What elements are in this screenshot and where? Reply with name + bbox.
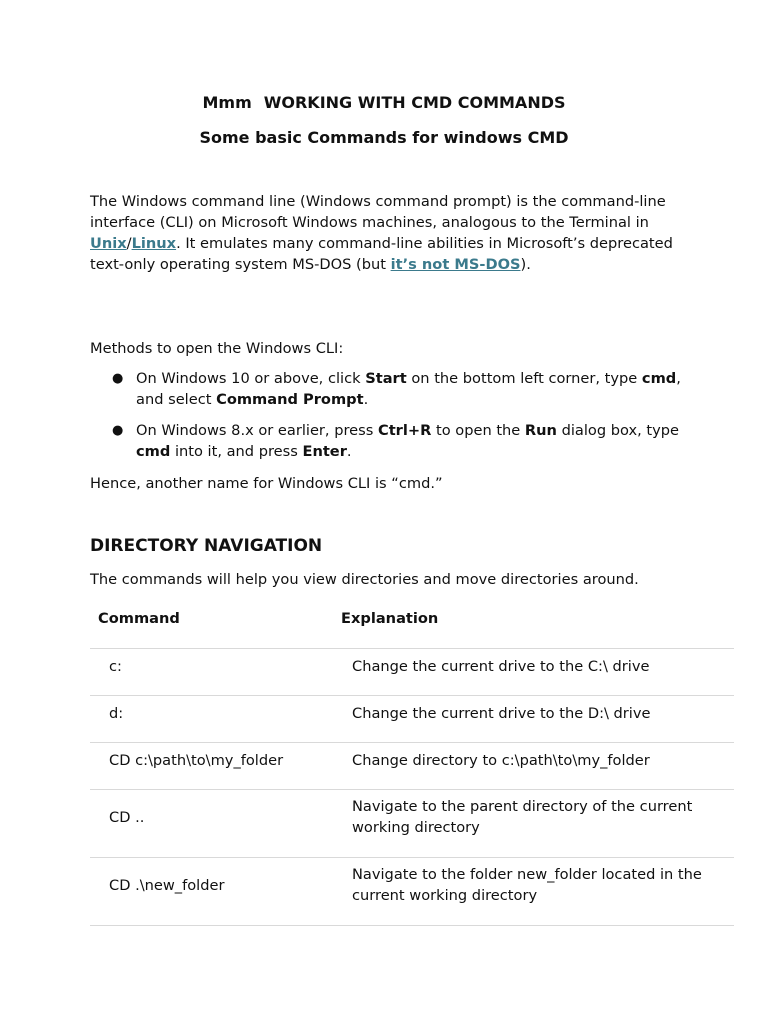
bullet-bold: Start	[365, 370, 407, 387]
hence-paragraph: Hence, another name for Windows CLI is “cmd.”	[90, 475, 443, 492]
explanation-cell: Change directory to c:\path\to\my_folder	[352, 752, 650, 769]
explanation-cell: Navigate to the folder new_folder located in the current working directory	[352, 866, 702, 904]
intro-text-2: . It emulates many command-line abilities in Microsoft’s deprecated text-only operating system MS-DOS (but	[90, 235, 673, 273]
commands-table	[90, 600, 734, 926]
unix-link[interactable]: Unix	[90, 235, 127, 252]
title-main: WORKING WITH CMD COMMANDS	[263, 93, 566, 112]
bullet-icon: ●	[112, 423, 124, 438]
page-title	[0, 93, 768, 113]
linux-link[interactable]: Linux	[131, 235, 177, 252]
bullet-text: , and select	[136, 370, 681, 408]
table-row	[90, 858, 734, 926]
section-description: The commands will help you view directories and move directories around.	[90, 571, 639, 588]
table-row	[90, 649, 734, 696]
bullet-bold: Enter	[302, 443, 347, 460]
explanation-cell: Change the current drive to the C:\ drive	[352, 658, 650, 675]
page-subtitle: Some basic Commands for windows CMD	[199, 128, 569, 147]
methods-heading: Methods to open the Windows CLI:	[90, 340, 344, 357]
bullet-text: On Windows 8.x or earlier, press	[136, 422, 378, 439]
command-cell: d:	[109, 705, 124, 722]
intro-paragraph	[90, 191, 690, 275]
explanation-cell: Navigate to the parent directory of the current working directory	[352, 798, 693, 836]
column-header-explanation: Explanation	[341, 610, 439, 627]
table-header	[90, 600, 734, 649]
table-row	[90, 743, 734, 790]
command-cell: CD ..	[109, 809, 145, 826]
list-item	[90, 420, 690, 462]
bullet-bold: Run	[524, 422, 557, 439]
bullet-bold: Command Prompt	[216, 391, 364, 408]
command-cell: c:	[109, 658, 122, 675]
intro-text-3: ).	[520, 256, 531, 273]
bullet-text: On Windows 10 or above, click	[136, 370, 366, 387]
bullet-text: .	[346, 443, 352, 460]
command-cell: CD .\new_folder	[109, 877, 225, 894]
bullet-text: on the bottom left corner, type	[406, 370, 642, 387]
intro-slash: /	[126, 235, 132, 252]
table-row	[90, 696, 734, 743]
bullet-bold: cmd	[641, 370, 677, 387]
bullet-bold: Ctrl+R	[377, 422, 432, 439]
section-heading: DIRECTORY NAVIGATION	[90, 536, 323, 556]
bullet-icon: ●	[112, 371, 124, 386]
column-header-command: Command	[98, 610, 180, 627]
bullet-text: .	[363, 391, 369, 408]
table-row	[90, 790, 734, 858]
title-prefix: Mmm	[202, 93, 252, 112]
bullet-text: into it, and press	[170, 443, 303, 460]
bullet-text: dialog box, type	[556, 422, 679, 439]
intro-text-1: The Windows command line (Windows command prompt) is the command-line interface (CLI) on Microsoft Windows machines, analogous to the Terminal in	[90, 193, 666, 231]
command-cell: CD c:\path\to\my_folder	[109, 752, 284, 769]
bullet-text: to open the	[431, 422, 525, 439]
bullet-bold: cmd	[136, 443, 171, 460]
list-item	[90, 368, 690, 410]
explanation-cell: Change the current drive to the D:\ drive	[352, 705, 651, 722]
not-ms-dos-link[interactable]: it’s not MS-DOS	[390, 256, 521, 273]
